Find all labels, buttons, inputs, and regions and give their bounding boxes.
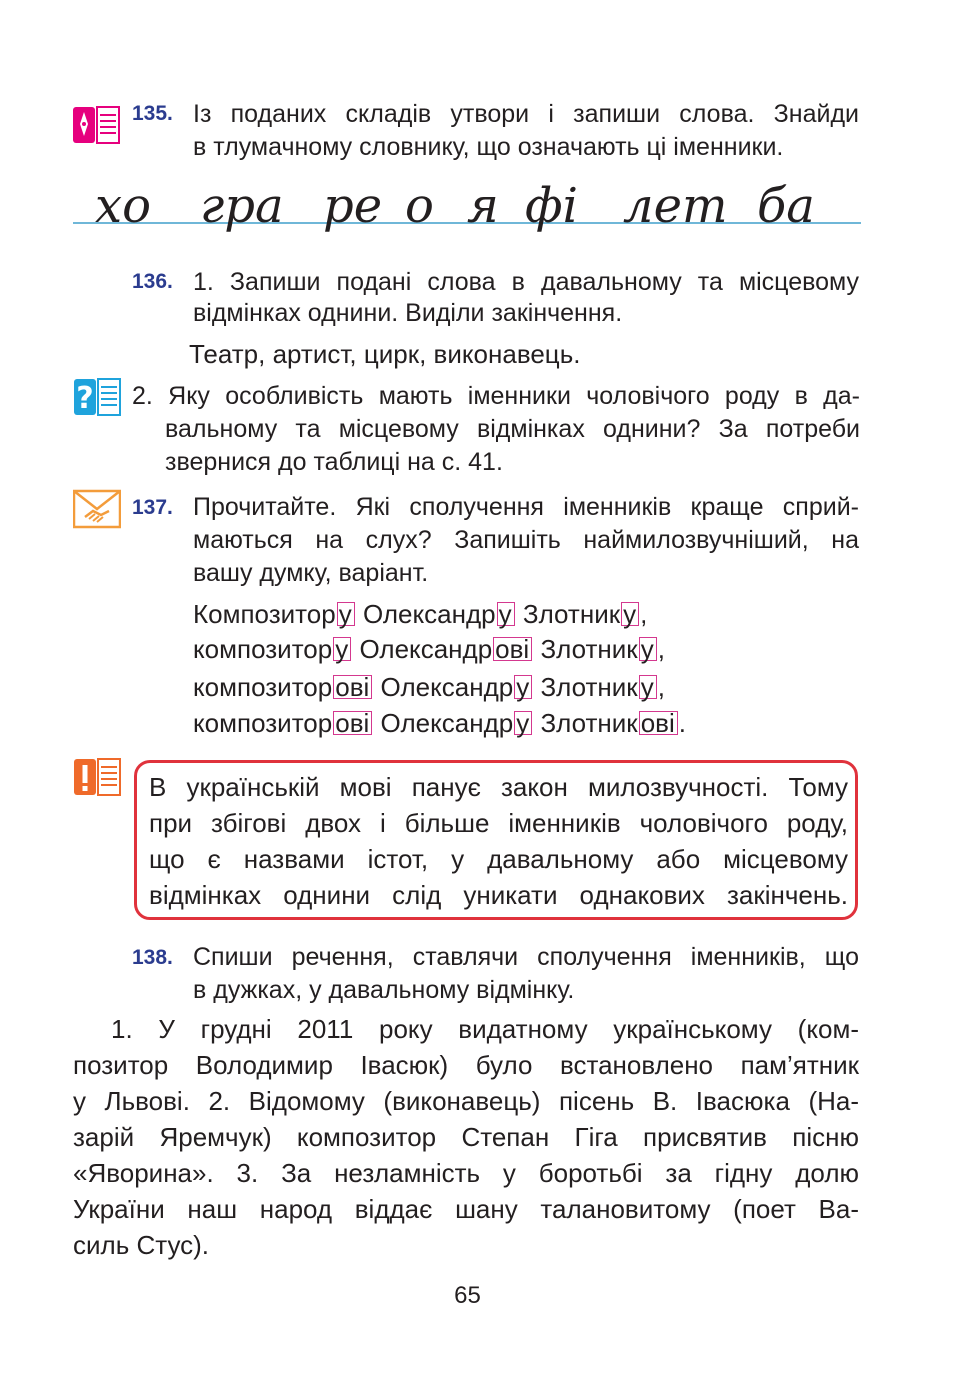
word: композитор xyxy=(193,634,333,664)
text-line: Із поданих складів утвори і запиши слова. Знайди xyxy=(193,100,859,128)
ending-highlight: ові xyxy=(333,675,372,699)
variant-line xyxy=(193,670,665,705)
text-line: вальному та місцевому відмінках однини? За потреби xyxy=(165,415,860,443)
word: Злотник xyxy=(540,634,638,664)
exercise-number: 135. xyxy=(132,102,173,125)
rule-text-3 xyxy=(149,842,848,877)
text-line: відмінках однини слід уникати однакових закінчень. xyxy=(149,880,848,910)
word: Композитор xyxy=(193,599,336,629)
exercise-136-task2-3 xyxy=(165,446,860,479)
word: композитор xyxy=(193,708,333,738)
word: Олександр xyxy=(380,672,514,702)
punctuation: . xyxy=(678,708,686,738)
text-line: 2. Яку особливість мають іменники чоловічого роду в да- xyxy=(132,382,860,410)
text-line: вашу думку, варіант. xyxy=(193,559,429,587)
syllable: гра xyxy=(200,178,284,234)
text-line: Прочитайте. Які сполучення іменників краще сприй- xyxy=(193,493,859,521)
exercise-number: 138. xyxy=(132,946,173,969)
syllable: лет xyxy=(623,178,728,234)
exercise-number: 137. xyxy=(132,496,173,519)
text-line: 1. У грудні 2011 року видатному українському (ком- xyxy=(111,1014,859,1044)
ending-highlight: у xyxy=(514,711,532,735)
ending-highlight: ові xyxy=(493,637,532,661)
ending-highlight: ові xyxy=(333,711,372,735)
exercise-135-text-2 xyxy=(193,131,859,164)
exercise-137-text-3 xyxy=(193,557,859,590)
text-line: Спиши речення, ставлячи сполучення іменників, що xyxy=(193,943,859,971)
exercise-136-task2-2 xyxy=(165,413,860,446)
exercise-137-text-2 xyxy=(193,524,859,557)
text-line: відмінках однини. Виділи закінчення. xyxy=(193,299,623,327)
syllable: ре xyxy=(323,178,383,234)
exercise-138-body xyxy=(73,1192,859,1227)
text-line: що є назвами істот, у давальному або місцевому xyxy=(149,844,848,874)
variant-line xyxy=(193,706,686,741)
page-number: 65 xyxy=(454,1282,481,1309)
question-book-icon xyxy=(73,376,121,423)
handwriting-syllables xyxy=(95,178,835,238)
text-line: в дужках, у давальному відмінку. xyxy=(193,976,575,1004)
rule-text-2 xyxy=(149,806,848,841)
punctuation: , xyxy=(640,599,648,629)
exercise-number: 136. xyxy=(132,270,173,293)
text-line: в тлумачному словнику, що означають ці іменники. xyxy=(193,133,784,161)
exercise-137-text xyxy=(193,491,859,524)
ending-highlight: у xyxy=(337,602,355,626)
punctuation: , xyxy=(657,634,665,664)
exercise-136-task2 xyxy=(132,380,860,413)
text-line: «Яворина». 3. За незламність у боротьбі за гідну долю xyxy=(73,1158,859,1188)
exercise-138-text xyxy=(193,941,859,974)
variant-line xyxy=(193,632,665,667)
ending-highlight: у xyxy=(514,675,532,699)
exercise-138-body xyxy=(73,1120,859,1155)
punctuation: , xyxy=(657,672,665,702)
variant-line xyxy=(193,597,647,632)
ending-highlight: у xyxy=(333,637,351,661)
text-line: при збігові двох і більше іменників чоловічого роду, xyxy=(149,808,848,838)
word: Злотник xyxy=(540,708,638,738)
word: композитор xyxy=(193,672,333,702)
syllable: фі xyxy=(525,178,578,234)
word: Злотник xyxy=(522,599,621,629)
exercise-135-text xyxy=(193,98,859,131)
ending-highlight: ові xyxy=(639,711,678,735)
ending-highlight: у xyxy=(639,675,657,699)
exercise-138-body xyxy=(73,1228,859,1263)
syllable: о xyxy=(405,178,434,234)
text-line: В українській мові панує закон милозвучності. Тому xyxy=(149,772,848,802)
syllable: я xyxy=(467,178,499,234)
word: Олександр xyxy=(380,708,514,738)
ending-highlight: у xyxy=(639,637,657,661)
text-line: звернися до таблиці на с. 41. xyxy=(165,448,503,476)
exercise-136-task1-2 xyxy=(193,297,859,330)
exercise-136-task1 xyxy=(193,266,859,299)
text-line: силь Стус). xyxy=(73,1230,210,1260)
word: Злотник xyxy=(540,672,638,702)
svg-text:?: ? xyxy=(76,381,94,416)
word: Олександр xyxy=(359,634,493,664)
ending-highlight: у xyxy=(497,602,515,626)
exercise-138-body xyxy=(73,1048,859,1083)
rule-text-4 xyxy=(149,878,848,913)
rule-text xyxy=(149,770,848,805)
text-line: зарій Яремчук) композитор Степан Гіга присвятив пісню xyxy=(73,1122,859,1152)
handshake-envelope-icon xyxy=(73,489,121,534)
pen-book-icon xyxy=(72,104,120,151)
exercise-138-body xyxy=(73,1084,859,1119)
syllable: ба xyxy=(757,178,815,234)
text-line: маються на слух? Запишіть наймилозвучніший, на xyxy=(193,526,859,554)
exercise-138-body xyxy=(111,1012,859,1047)
word: Олександр xyxy=(362,599,496,629)
exercise-138-body xyxy=(73,1156,859,1191)
text-line: у Львові. 2. Відомому (виконавець) пісень В. Івасюка (На- xyxy=(73,1086,859,1116)
syllable: хо xyxy=(95,178,151,234)
exercise-136-words: Театр, артист, цирк, виконавець. xyxy=(189,339,581,369)
text-line: 1. Запиши подані слова в давальному та місцевому xyxy=(193,268,859,296)
exercise-138-text-2 xyxy=(193,974,859,1007)
exclamation-book-icon xyxy=(73,756,121,803)
text-line: України наш народ віддає шану талановитому (поет Ва- xyxy=(73,1194,859,1224)
text-line: позитор Володимир Івасюк) було встановлено пам’ятник xyxy=(73,1050,859,1080)
ending-highlight: у xyxy=(621,602,639,626)
